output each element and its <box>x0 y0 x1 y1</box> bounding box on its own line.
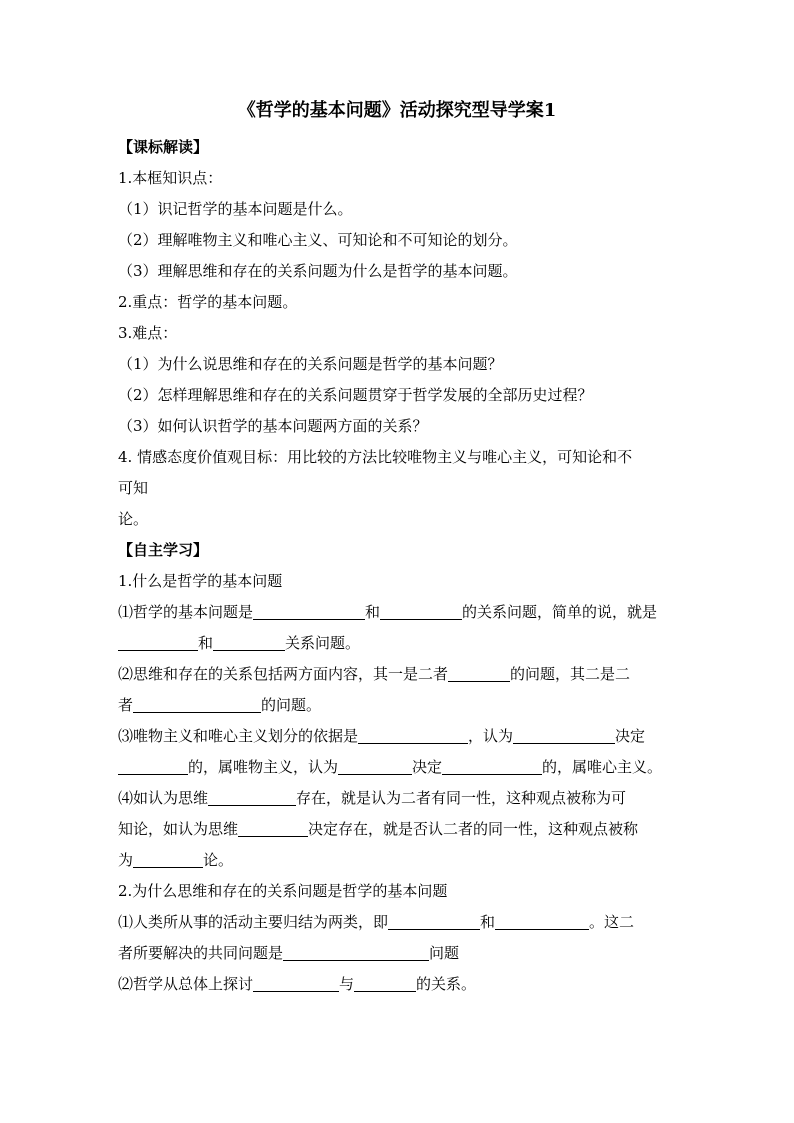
answer-blank[interactable] <box>495 911 589 930</box>
answer-blank[interactable] <box>448 663 510 682</box>
answer-blank[interactable] <box>513 725 615 744</box>
question-text: 为 <box>118 851 134 869</box>
question-text: 的关系问题，简单的说，就是 <box>462 603 658 621</box>
fill-in-line <box>118 938 678 969</box>
question-text: ⑵哲学从总体上探讨 <box>118 975 254 993</box>
difficult-point-item: （3）如何认识哲学的基本问题两方面的关系？ <box>118 417 428 435</box>
question-text: 决定 <box>615 727 646 745</box>
answer-blank[interactable] <box>380 601 462 620</box>
answer-blank[interactable] <box>133 694 261 713</box>
question-text: 和 <box>480 913 496 931</box>
answer-blank[interactable] <box>388 911 480 930</box>
question-text: 的问题。 <box>261 696 322 714</box>
difficult-point-item: （1）为什么说思维和存在的关系问题是哲学的基本问题？ <box>118 355 503 373</box>
question-text: 与 <box>339 975 355 993</box>
knowledge-point-item: （2）理解唯物主义和唯心主义、可知论和不可知论的划分。 <box>118 231 518 249</box>
attitude-goal-line: 论。 <box>118 510 149 528</box>
question-text: 和 <box>365 603 381 621</box>
attitude-goal-line: 4. 情感态度价值观目标：用比较的方法比较唯物主义与唯心主义，可知论和不 <box>118 448 633 466</box>
question-title: 2.为什么思维和存在的关系问题是哲学的基本问题 <box>118 882 448 900</box>
difficult-point-item: （2）怎样理解思维和存在的关系问题贯穿于哲学发展的全部历史过程？ <box>118 386 593 404</box>
knowledge-point-item: （1）识记哲学的基本问题是什么。 <box>118 200 353 218</box>
fill-in-line <box>118 845 678 876</box>
question-text: ⑷如认为思维 <box>118 789 209 807</box>
answer-blank[interactable] <box>133 849 203 868</box>
answer-blank[interactable] <box>208 787 296 806</box>
question-text: 的，属唯物主义，认为 <box>188 758 339 776</box>
question-text: 关系问题。 <box>285 634 361 652</box>
question-text: ，认为 <box>468 727 514 745</box>
fill-in-line <box>118 783 678 814</box>
fill-in-line <box>118 597 678 628</box>
question-text: ⑵思维和存在的关系包括两方面内容，其一是二者 <box>118 665 449 683</box>
question-text: 知论，如认为思维 <box>118 820 239 838</box>
answer-blank[interactable] <box>442 756 542 775</box>
answer-blank[interactable] <box>238 818 308 837</box>
answer-blank[interactable] <box>358 725 468 744</box>
question-text: ⑶唯物主义和唯心主义划分的依据是 <box>118 727 359 745</box>
answer-blank[interactable] <box>253 973 339 992</box>
fill-in-line <box>118 969 678 1000</box>
fill-in-line <box>118 907 678 938</box>
question-text: 的关系。 <box>416 975 477 993</box>
fill-in-line <box>118 752 678 783</box>
question-text: 论。 <box>203 851 234 869</box>
question-text: 和 <box>198 634 214 652</box>
fill-in-line <box>118 721 678 752</box>
question-text: 的问题，其二是二 <box>510 665 631 683</box>
answer-blank[interactable] <box>118 756 188 775</box>
fill-in-line <box>118 814 678 845</box>
question-text: ⑴哲学的基本问题是 <box>118 603 254 621</box>
question-title: 1.什么是哲学的基本问题 <box>118 572 283 590</box>
question-text: 者所要解决的共同问题是 <box>118 944 284 962</box>
question-text: 决定存在，就是否认二者的同一性，这种观点被称 <box>308 820 639 838</box>
fill-in-line <box>118 628 678 659</box>
question-text: ⑴人类所从事的活动主要归结为两类，即 <box>118 913 389 931</box>
knowledge-point-item: （3）理解思维和存在的关系问题为什么是哲学的基本问题。 <box>118 262 518 280</box>
fill-in-line <box>118 690 678 721</box>
answer-blank[interactable] <box>253 601 365 620</box>
answer-blank[interactable] <box>283 942 429 961</box>
attitude-goal-line: 可知 <box>118 479 149 497</box>
section-heading-curriculum: 【课标解读】 <box>118 138 209 156</box>
section-heading-self-study: 【自主学习】 <box>118 541 209 559</box>
knowledge-points-label: 1.本框知识点： <box>118 169 223 187</box>
question-text: 。这二 <box>589 913 635 931</box>
question-text: 存在，就是认为二者有同一性，这种观点被称为可 <box>296 789 627 807</box>
question-text: 决定 <box>412 758 443 776</box>
document-body <box>118 132 678 1000</box>
answer-blank[interactable] <box>118 632 198 651</box>
fill-in-line <box>118 659 678 690</box>
difficult-points-label: 3.难点： <box>118 324 178 342</box>
question-text: 的，属唯心主义。 <box>542 758 663 776</box>
answer-blank[interactable] <box>338 756 412 775</box>
answer-blank[interactable] <box>213 632 285 651</box>
key-point: 2.重点：哲学的基本问题。 <box>118 293 298 311</box>
answer-blank[interactable] <box>354 973 416 992</box>
page-title: 《哲学的基本问题》活动探究型导学案1 <box>237 100 557 121</box>
question-text: 问题 <box>429 944 460 962</box>
question-text: 者 <box>118 696 134 714</box>
